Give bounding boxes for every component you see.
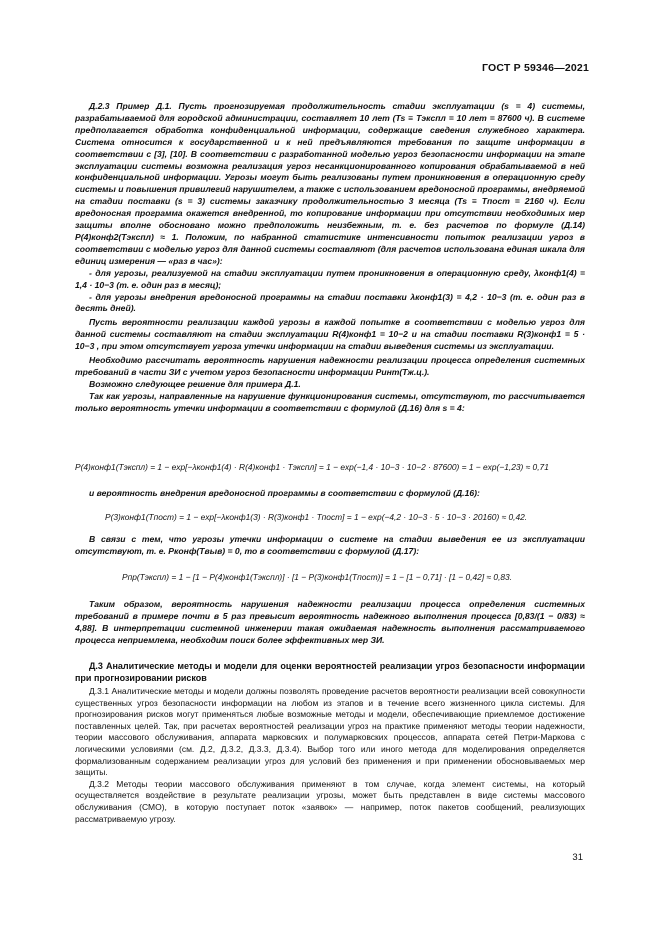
- formula-d17: Pпр(Tэкспл) = 1 − [1 − P(4)конф1(Tэкспл)] · [1 − P(3)конф1(Tпост)] = 1 − [1 − 0,71] · [1 − 0,42] ≈ 0,83.: [122, 572, 513, 582]
- example-threat-1: - для угрозы, реализуемой на стадии эксплуатации путем проникновения в операционную среду, λконф1(4) = 1,4 · 10−3 (т. е. один раз в месяц);: [75, 267, 585, 290]
- section-heading: Д.3 Аналитические методы и модели для оценки вероятностей реализации угроз безопасности информации при прогнозировании рисков: [75, 661, 585, 683]
- formula-d16-delivery: P(3)конф1(Tпост) = 1 − exp[−λконф1(3) · R(3)конф1 · Tпост] = 1 − exp(−4,2 · 10−3 · 5 · 10−3 · 20160) ≈ 0,42.: [105, 512, 528, 522]
- formula-d16-operation: P(4)конф1(Tэкспл) = 1 − exp[−λконф1(4) · R(4)конф1 · Tэкспл] = 1 − exp(−1,4 · 10−3 · 10−2 · 87600) = 1 − exp(−1,23) ≈ 0,71: [75, 462, 549, 472]
- standard-header: ГОСТ Р 59346—2021: [481, 62, 589, 74]
- example-block-2: [75, 488, 585, 500]
- example-task: Необходимо рассчитать вероятность нарушения надежности реализации процесса определения системных требований в части ЗИ с учетом угроз безопасности информации Pинт(Tж.ц.).: [75, 355, 585, 377]
- example-withdrawal-text: В связи с тем, что угрозы утечки информации о системе на стадии выведения ее из эксплуатации отсутствуют, т. е. Pконф(Tвыв) = 0, то в соответствии с формулой (Д.17):: [75, 534, 585, 556]
- section-paragraph-2: Д.3.2 Методы теории массового обслуживания применяют в том случае, когда элемент системы, на который осуществляется воздействие в результате реализации угрозы, может быть представлен в виде системы массового обслуживания (СМО), в которую поступает поток «заявок» — например, поток пакетов сообщений, реализующих рассматриваемую угрозу.: [75, 778, 585, 824]
- example-block: [75, 101, 585, 415]
- example-paragraph-intro: Д.2.3 Пример Д.1. Пусть прогнозируемая продолжительность стадии эксплуатации (s = 4) системы, разрабатываемой для городской администрации, составляет 10 лет (Ts ≡ Tэкспл = 10 лет = 87600 ч). В системе предполагается обработка конфиденциальной информации, содержащие сведения служебного характера. Система относится к государственной и к ней предъявляются требования по защите информации в соответствии с [3], [10]. В соответствии с разработанной моделью угроз безопасности информации на этапе эксплуатации системы возможна реализация угроз несанкционированного копирования обрабатываемой в ней конфиденциальной информации. Угрозы могут быть реализованы путем проникновения в операционную среду системы и повышения привилегий нарушителем, а также с использованием вредоносной программы, внедряемой на стадии поставки (s = 3) системы заказчику продолжительностью 3 месяца (Ts ≡ Tпост = 2160 ч). Если вредоносная программа окажется внедренной, то копирование информации при отсутствии необходимых мер защиты вполне обосновано можно предположить неизбежным, т. е. без расчетов по формуле (Д.14) P(4)конф2(Tэкспл) ≈ 1. Положим, по набранной статистике интенсивности попыток реализации угроз в соответствии с моделью угроз для данной системы составляют (для расчетов использована единая шкала для единиц измерения — «раз в час»):: [75, 101, 585, 266]
- example-leak-text: Так как угрозы, направленные на нарушение функционирования системы, отсутствуют, то рассчитывается только вероятность утечки информации в соответствии с формулой (Д.16) для s = 4:: [75, 390, 585, 413]
- example-conclusion: Таким образом, вероятность нарушения надежности реализации процесса определения системных требований в примере почти в 5 раз превысит вероятность надежного выполнения процесса [0,83/(1 − 0/83) ≈ 4,88]. В интерпретации системной инженерии такая ожидаемая надежность выполнения рассматриваемого процесса неприемлема, необходим поиск более эффективных мер ЗИ.: [75, 599, 585, 645]
- example-block-3: [75, 534, 585, 558]
- example-malware-text: и вероятность внедрения вредоносной программы в соответствии с формулой (Д.16):: [89, 488, 480, 498]
- example-block-4: [75, 599, 585, 647]
- page-number: 31: [572, 852, 583, 863]
- example-solution-intro: Возможно следующее решение для примера Д.1.: [89, 378, 301, 389]
- example-threat-2: - для угрозы внедрения вредоносной программы на стадии поставки λконф1(3) = 4,2 · 10−3 (т. е. один раз в десять дней).: [75, 291, 585, 314]
- section-d3: [75, 660, 585, 825]
- example-probabilities: Пусть вероятности реализации каждой угрозы в каждой попытке в соответствии с моделью угроз для данной системы составляют на стадии эксплуатации R(4)конф1 = 10−2 и на стадии поставки R(3)конф1 = 5 · 10−3 , при этом отсутствует угроза утечки информации на стадии выведения системы из эксплуатации.: [75, 317, 585, 352]
- section-paragraph-1: Д.3.1 Аналитические методы и модели должны позволять проведение расчетов вероятности реализации всей совокупности существенных угроз безопасности информации на любом из этапов и в течение всего жизненного цикла системы. Для прогнозирования рисков могут применяться любые возможные методы и модели, обеспечивающие приемлемое достижение поставленных целей. Так, при расчетах вероятностей реализации угроз на практике применяют методы теории надежности, теории массового обслуживания, аппарата марковских и полумарковских процессов, аппарата сетей Петри-Маркова с логическими условиями (см. Д.2, Д.3.2, Д.3.3, Д.3.4). Выбор того или иного метода для моделирования определяется формализованным содержанием реализации угроз для условий без применения и при применении обосновываемых мер защиты.: [75, 686, 585, 778]
